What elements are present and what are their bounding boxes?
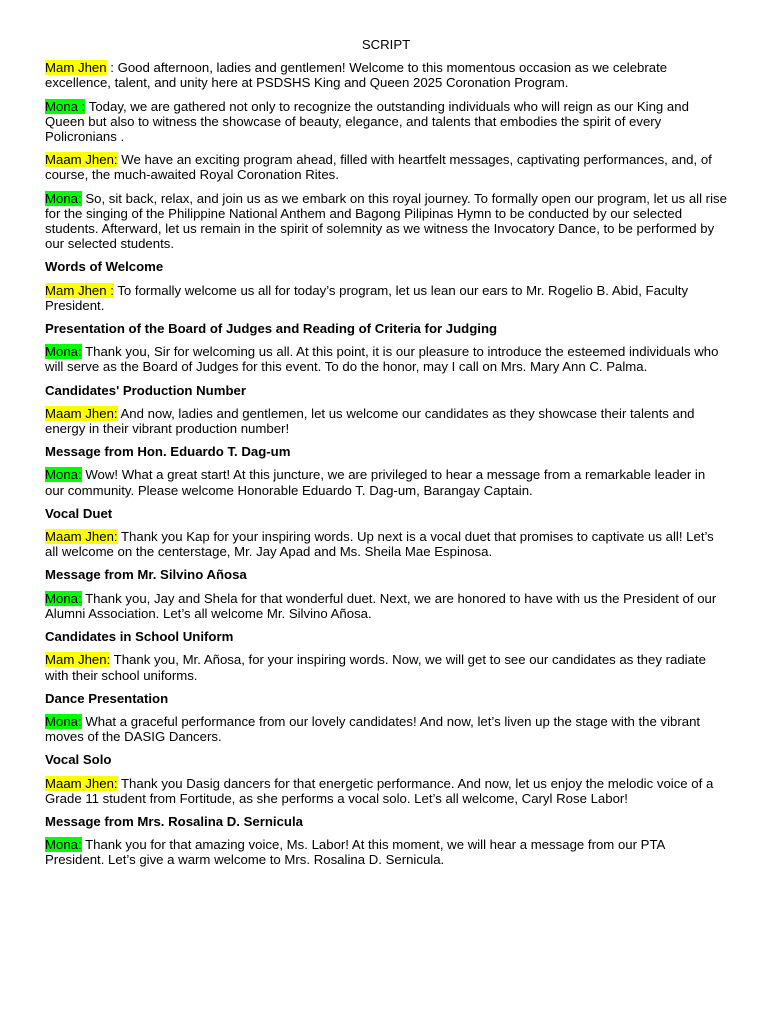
section-heading: Candidates in School Uniform [45, 629, 234, 645]
dialogue-text: Thank you for that amazing voice, Ms. Labor! At this moment, we will hear a message from our PTA President. Let’s give a warm welcome to Mrs. Rosalina D. Sernicula. [45, 837, 665, 868]
speaker-label: Mona: [45, 344, 82, 360]
speaker-label: Maam Jhen: [45, 529, 118, 545]
dialogue-paragraph [45, 152, 727, 182]
dialogue-text: Thank you, Sir for welcoming us all. At this point, it is our pleasure to introduce the esteemed individuals who will serve as the Board of Judges for this event. To do the honor, may I call on Mrs. Mary Ann C. Palma. [45, 344, 719, 375]
dialogue-text: And now, ladies and gentlemen, let us welcome our candidates as they showcase their talents and energy in their vibrant production number! [45, 405, 695, 437]
document-title: SCRIPT [361, 37, 411, 52]
section-heading: Vocal Solo [45, 752, 112, 768]
script-body [45, 60, 727, 867]
speaker-label: Mona: [45, 467, 82, 483]
dialogue-paragraph [45, 837, 727, 867]
dialogue-paragraph [45, 283, 727, 313]
dialogue-paragraph [45, 529, 727, 559]
dialogue-text: : Good afternoon, ladies and gentlemen! Welcome to this momentous occasion as we celebrate excellence, talent, and unity here at PSDSHS King and Queen 2025 Coronation Program. [45, 60, 668, 91]
section-heading: Dance Presentation [45, 690, 169, 706]
dialogue-text: Thank you, Jay and Shela for that wonderful duet. Next, we are honored to have with us the President of our Alumni Association. Let’s all welcome Mr. Silvino Añosa. [45, 590, 717, 621]
speaker-label: Mam Jhen [45, 60, 107, 76]
dialogue-paragraph [45, 60, 727, 90]
speaker-label: Mona: [45, 837, 82, 853]
dialogue-paragraph [45, 652, 727, 682]
speaker-label: Maam Jhen: [45, 775, 118, 791]
dialogue-text: Thank you Dasig dancers for that energetic performance. And now, let us enjoy the melodic voice of a Grade 11 student from Fortitude, as she performs a vocal solo. Let’s all welcome, Caryl Rose Labor! [45, 775, 714, 806]
dialogue-paragraph [45, 406, 727, 436]
speaker-label: Maam Jhen: [45, 152, 118, 168]
speaker-label: Mona: [45, 590, 82, 606]
document-page [45, 37, 727, 876]
speaker-label: Mam Jhen: [45, 652, 111, 668]
speaker-label: Mona: [45, 190, 82, 206]
dialogue-paragraph [45, 714, 727, 744]
dialogue-paragraph [45, 99, 727, 145]
dialogue-paragraph [45, 776, 727, 806]
dialogue-text: Wow! What a great start! At this juncture, we are privileged to hear a message from a remarkable leader in our community. Please welcome Honorable Eduardo T. Dag-um, Barangay Captain. [45, 467, 706, 498]
speaker-label: Mam Jhen : [45, 282, 114, 298]
dialogue-paragraph [45, 344, 727, 374]
dialogue-text: What a graceful performance from our lovely candidates! And now, let’s liven up the stage with the vibrant moves of the DASIG Dancers. [45, 713, 701, 745]
section-heading: Presentation of the Board of Judges and Reading of Criteria for Judging [45, 321, 498, 337]
dialogue-paragraph [45, 591, 727, 621]
section-heading: Message from Mrs. Rosalina D. Sernicula [45, 813, 303, 829]
dialogue-paragraph [45, 467, 727, 497]
speaker-label: Mona: [45, 713, 82, 729]
dialogue-text: To formally welcome us all for today’s program, let us lean our ears to Mr. Rogelio B. Abid, Faculty President. [45, 282, 689, 313]
section-heading: Message from Hon. Eduardo T. Dag-um [45, 444, 291, 460]
section-heading: Candidates' Production Number [45, 382, 246, 398]
dialogue-text: Thank you, Mr. Añosa, for your inspiring words. Now, we will get to see our candidates as they radiate with their school uniforms. [45, 652, 706, 683]
section-heading: Vocal Duet [45, 505, 113, 521]
dialogue-text: So, sit back, relax, and join us as we embark on this royal journey. To formally open our program, let us all rise for the singing of the Philippine National Anthem and Bagong Pilipinas Hymn to be conducted by our selected students. Afterward, let us remain in the spirit of solemnity as we witness the Invocatory Dance, to be performed by our selected students. [45, 190, 727, 252]
section-heading: Message from Mr. Silvino Añosa [45, 567, 247, 583]
section-heading: Words of Welcome [45, 259, 164, 275]
dialogue-text: Today, we are gathered not only to recognize the outstanding individuals who will reign as our King and Queen but also to witness the showcase of beauty, elegance, and talents that embodies the spirit of every Policronians . [45, 98, 689, 145]
speaker-label: Maam Jhen: [45, 405, 118, 421]
dialogue-paragraph [45, 191, 727, 252]
dialogue-text: Thank you Kap for your inspiring words. Up next is a vocal duet that promises to captivate us all! Let’s all welcome on the centerstage, Mr. Jay Apad and Ms. Sheila Mae Espinosa. [45, 529, 714, 560]
dialogue-text: We have an exciting program ahead, filled with heartfelt messages, captivating performances, and, of course, the much-awaited Royal Coronation Rites. [45, 152, 712, 183]
speaker-label: Mona : [45, 98, 86, 114]
